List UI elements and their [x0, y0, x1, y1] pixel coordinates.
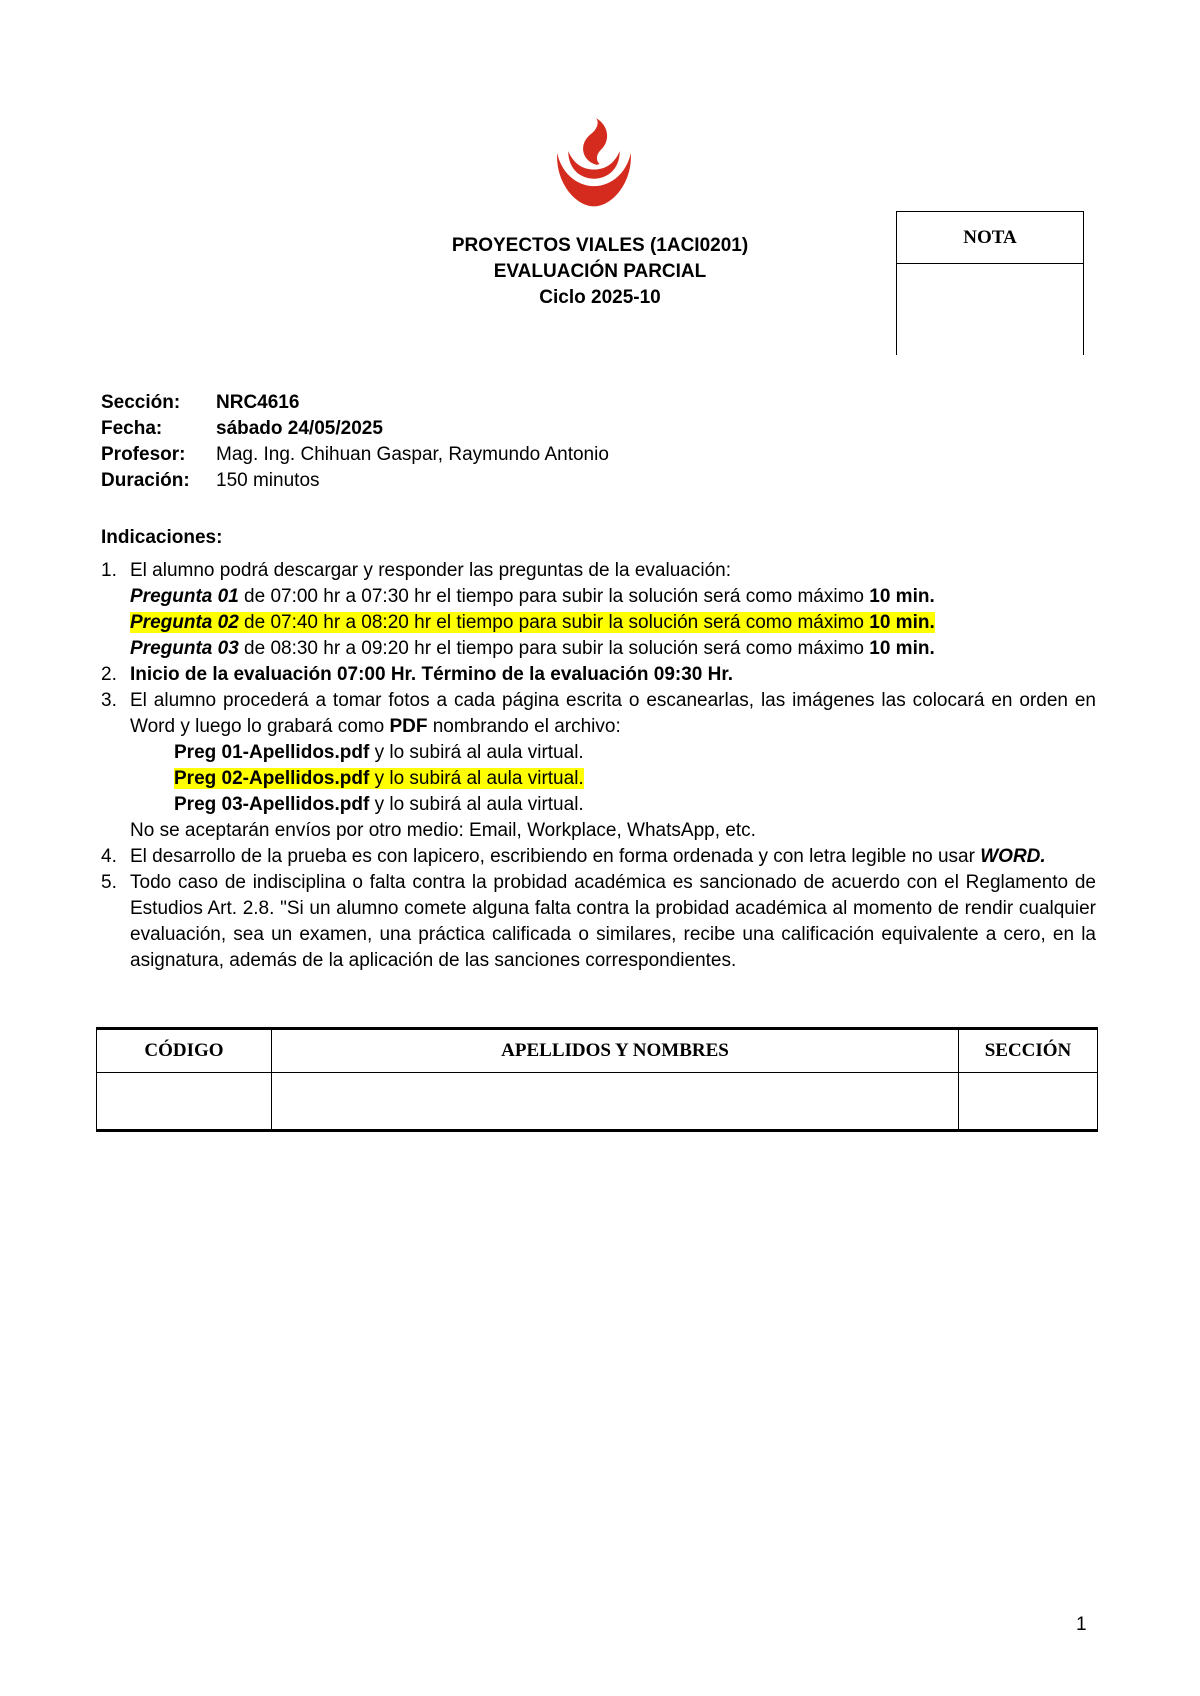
list-item-1 — [101, 558, 1096, 584]
item-text-a: El alumno procederá a tomar fotos a cada página escrita o escanearlas, las imágenes las colocará en orden en Word y luego lo grabará como — [130, 690, 1096, 737]
info-row-seccion — [101, 390, 609, 416]
pdf-emphasis: PDF — [389, 716, 428, 737]
question-line-3 — [101, 636, 1096, 662]
file-suffix: y lo subirá al aula virtual. — [369, 768, 584, 789]
list-item-2 — [101, 662, 1096, 688]
list-item-4 — [101, 844, 1096, 870]
item-text: El alumno podrá descargar y responder las preguntas de la evaluación: — [130, 560, 731, 581]
student-id-table — [96, 1027, 1098, 1132]
table-header-row — [97, 1029, 1098, 1073]
profesor-value: Mag. Ing. Chihuan Gaspar, Raymundo Antonio — [216, 444, 609, 465]
course-title: PROYECTOS VIALES (1ACI0201) — [451, 235, 749, 256]
item-number: 1. — [101, 560, 117, 581]
indicaciones-list — [101, 558, 1096, 974]
question-text: de 07:40 hr a 08:20 hr el tiempo para subir la solución será como máximo — [238, 612, 870, 633]
file-line-3 — [101, 792, 1096, 818]
item-text — [130, 844, 1096, 870]
list-item-3 — [101, 688, 1096, 740]
exam-type: EVALUACIÓN PARCIAL — [493, 261, 707, 282]
question-line-2 — [101, 610, 1096, 636]
codigo-cell[interactable] — [97, 1073, 272, 1131]
item-text-main: El desarrollo de la prueba es con lapicero, escribiendo en forma ordenada y con letra legible no usar — [130, 846, 981, 867]
question-label: Pregunta 01 — [130, 586, 239, 607]
word-emphasis: WORD. — [980, 846, 1046, 867]
question-line-1 — [101, 584, 1096, 610]
seccion-cell[interactable] — [959, 1073, 1098, 1131]
question-text: de 07:00 hr a 07:30 hr el tiempo para subir la solución será como máximo — [238, 586, 870, 607]
item-text: Inicio de la evaluación 07:00 Hr. Término de la evaluación 09:30 Hr. — [130, 664, 733, 685]
question-limit: 10 min. — [869, 586, 935, 607]
question-limit: 10 min. — [869, 638, 935, 659]
file-suffix: y lo subirá al aula virtual. — [369, 794, 584, 815]
item-text: Todo caso de indisciplina o falta contra la probidad académica es sancionado de acuerdo con el Reglamento de Estudios Art. 2.8. "Si un alumno comete alguna falta contra la probidad académica al momento de rendir cualquier evaluación, sea un examen, una práctica calificada o similares, recibe una calificación equivalente a cero, en la asignatura, además de la aplicación de las sanciones correspondientes. — [130, 872, 1096, 971]
seccion-label: Sección: — [101, 392, 181, 413]
item-number: 3. — [101, 690, 117, 711]
col-nombres-header: APELLIDOS Y NOMBRES — [272, 1029, 959, 1073]
exam-title-block — [300, 233, 900, 311]
nombres-cell[interactable] — [272, 1073, 959, 1131]
question-label: Pregunta 02 — [130, 612, 239, 633]
item-text — [130, 688, 1096, 740]
info-row-fecha — [101, 416, 609, 442]
list-item-5 — [101, 870, 1096, 974]
item-text-c: nombrando el archivo: — [427, 716, 621, 737]
seccion-value: NRC4616 — [216, 392, 300, 413]
file-name: Preg 02-Apellidos.pdf — [174, 768, 370, 789]
cycle: Ciclo 2025-10 — [539, 287, 661, 308]
col-seccion-header: SECCIÓN — [959, 1029, 1098, 1073]
item-number: 2. — [101, 664, 117, 685]
exam-info — [101, 390, 609, 494]
grade-box-label: NOTA — [897, 212, 1083, 264]
item-number: 5. — [101, 872, 117, 893]
file-name: Preg 03-Apellidos.pdf — [174, 794, 370, 815]
submission-note: No se aceptarán envíos por otro medio: Email, Workplace, WhatsApp, etc. — [130, 820, 756, 841]
fecha-value: sábado 24/05/2025 — [216, 418, 383, 439]
file-name: Preg 01-Apellidos.pdf — [174, 742, 370, 763]
col-codigo-header: CÓDIGO — [97, 1029, 272, 1073]
info-row-duracion — [101, 468, 609, 494]
indicaciones-title: Indicaciones: — [101, 527, 223, 548]
profesor-label: Profesor: — [101, 444, 186, 465]
file-suffix: y lo subirá al aula virtual. — [369, 742, 584, 763]
upc-flame-logo-icon — [548, 118, 640, 210]
grade-box — [896, 211, 1084, 355]
duracion-value: 150 minutos — [216, 470, 320, 491]
duracion-label: Duración: — [101, 470, 190, 491]
question-label: Pregunta 03 — [130, 638, 239, 659]
file-line-1 — [101, 740, 1096, 766]
fecha-label: Fecha: — [101, 418, 163, 439]
page-number: 1 — [1076, 1614, 1087, 1635]
info-row-profesor — [101, 442, 609, 468]
file-line-2 — [101, 766, 1096, 792]
table-row — [97, 1073, 1098, 1131]
question-text: de 08:30 hr a 09:20 hr el tiempo para subir la solución será como máximo — [238, 638, 870, 659]
question-limit: 10 min. — [869, 612, 935, 633]
item-number: 4. — [101, 846, 117, 867]
